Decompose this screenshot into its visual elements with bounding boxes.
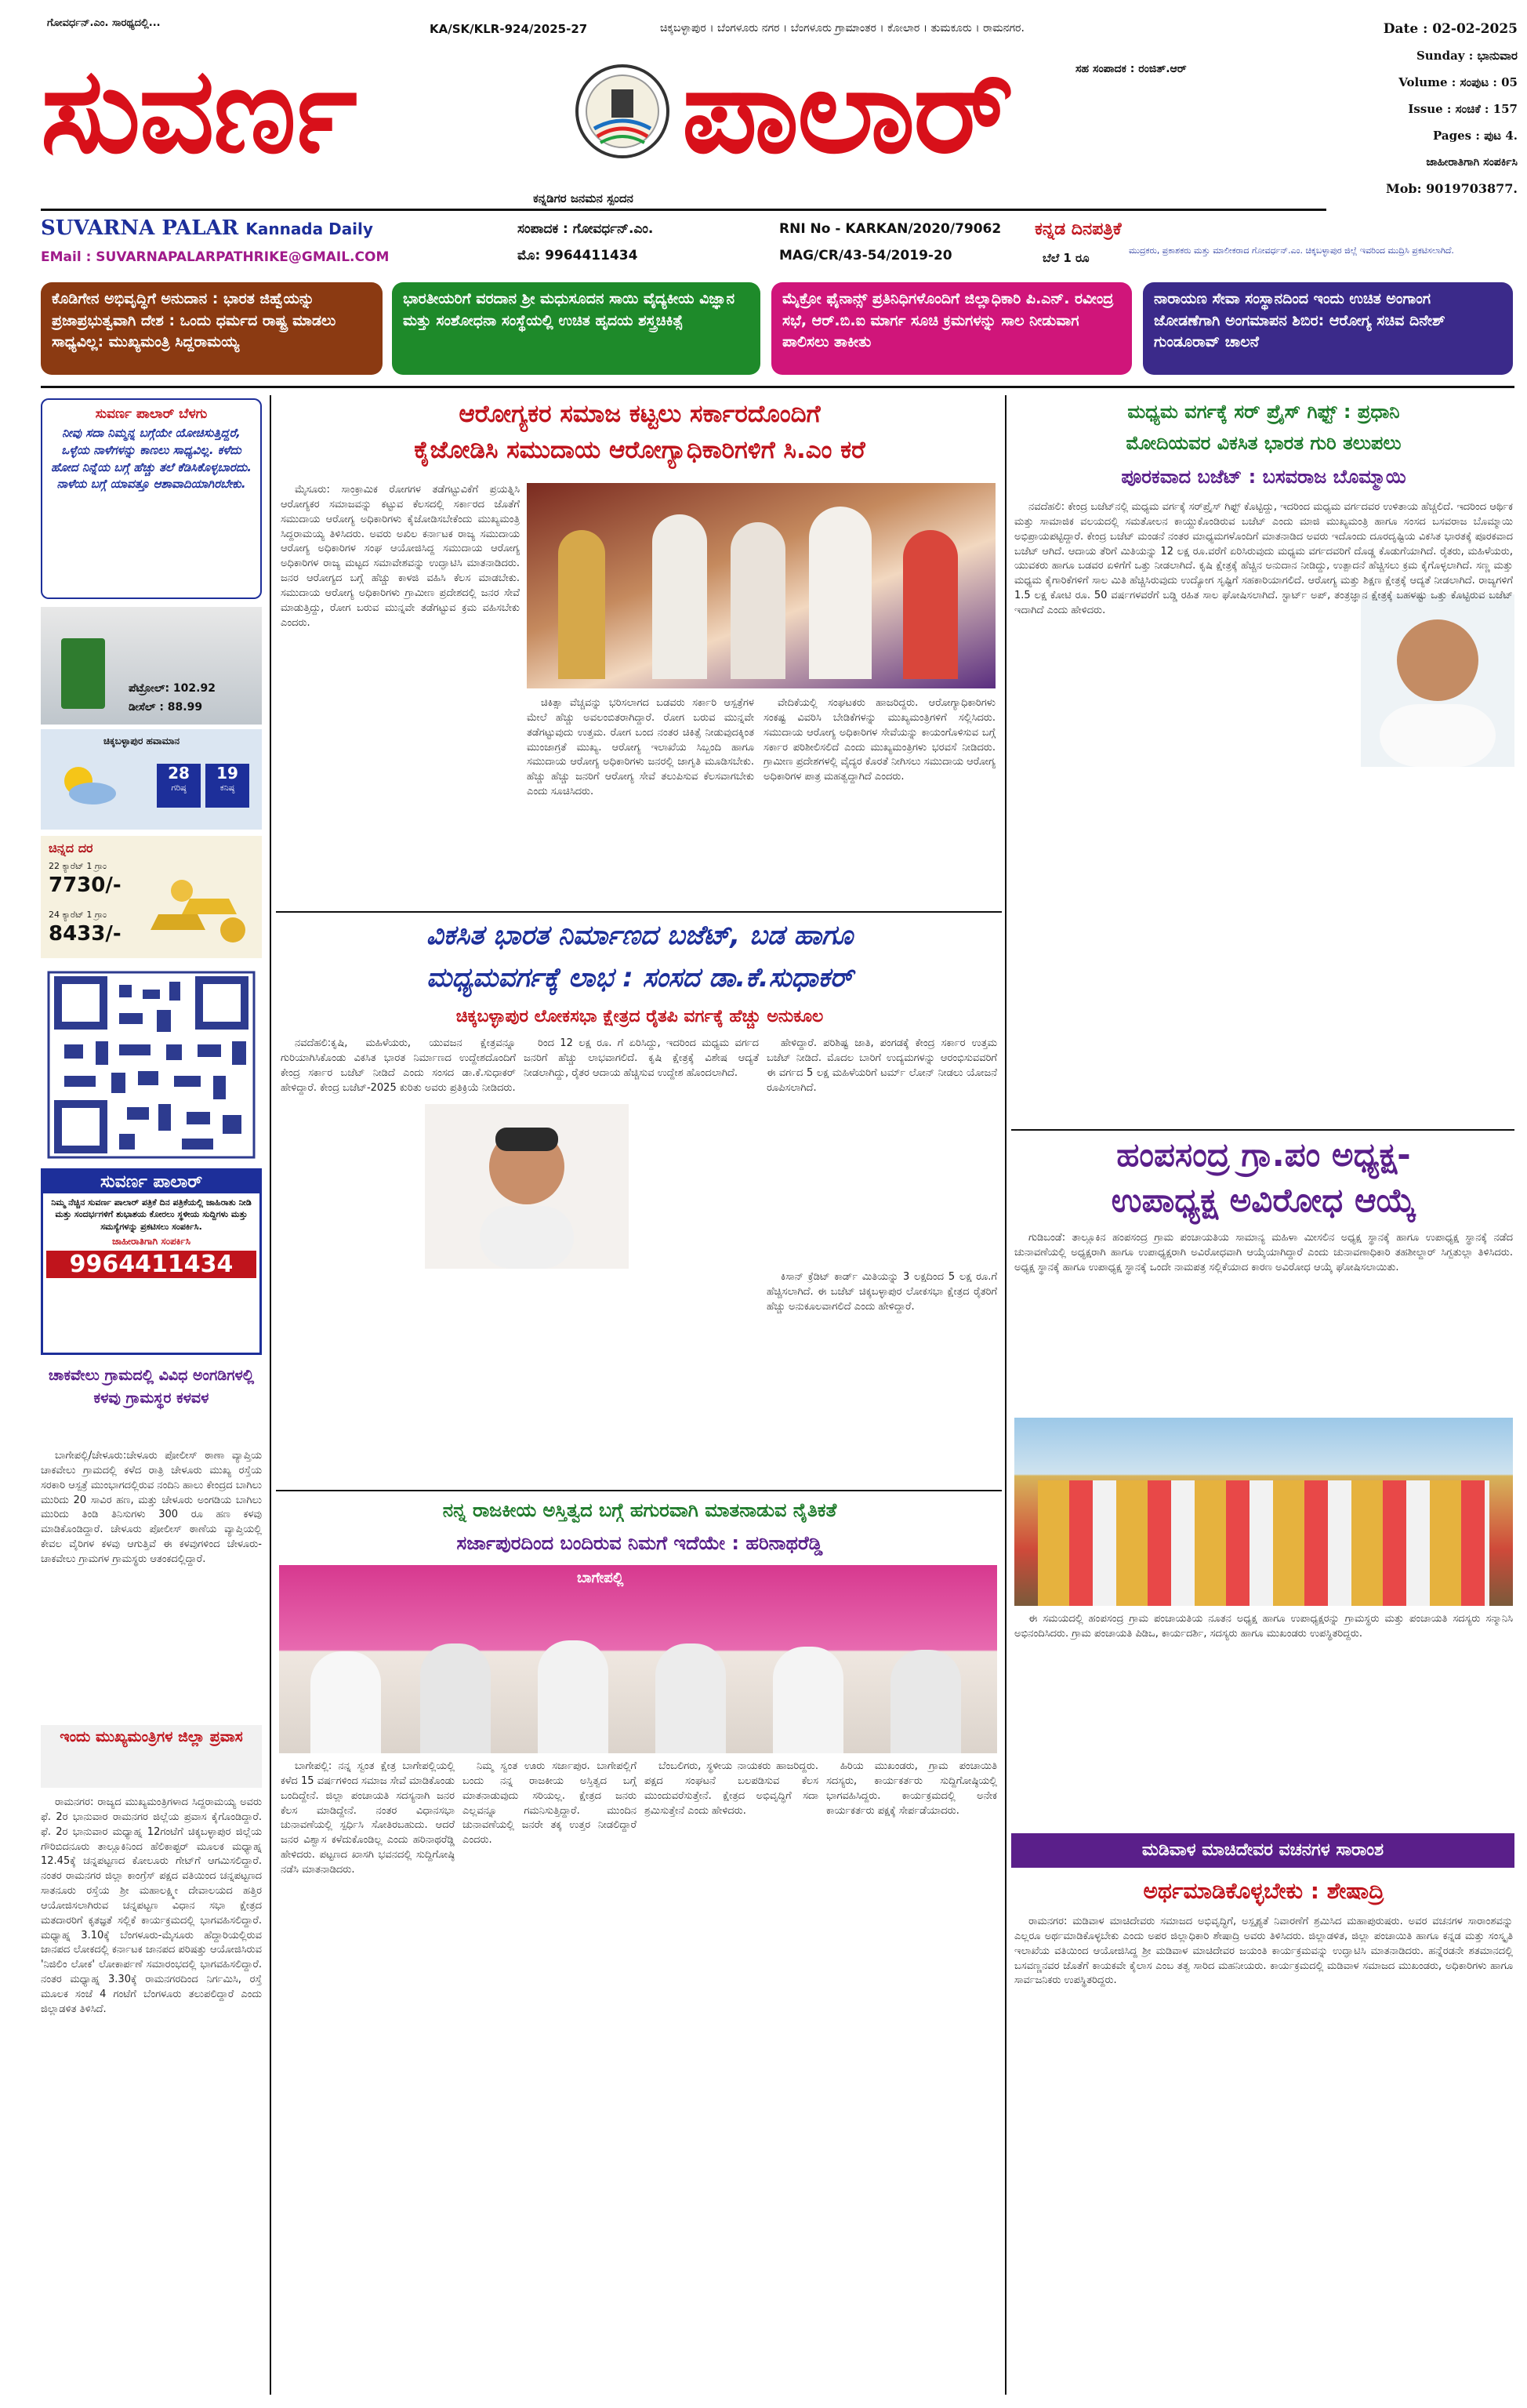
rni-number: RNI No - KARKAN/2020/79062 bbox=[779, 221, 1002, 237]
politics-column-1 bbox=[281, 1760, 455, 2395]
person-figure bbox=[558, 530, 605, 679]
photo-banner-text: ಬಾಗೇಪಲ್ಲಿ bbox=[577, 1570, 624, 1586]
email: EMail : SUVARNAPALARPATHRIKE@GMAIL.COM bbox=[41, 249, 390, 265]
budget-rule bbox=[276, 1490, 1002, 1491]
bommai-headline-2: ಮೋದಿಯವರ ವಿಕಸಿತ ಭಾರತ ಗುರಿ ತಲುಪಲು bbox=[1126, 432, 1402, 454]
crowd-group bbox=[1038, 1480, 1489, 1606]
bommai-headline-3: ಪೂರಕವಾದ ಬಜೆಟ್ : ಬಸವರಾಜ ಬೊಮ್ಮಾಯಿ bbox=[1121, 466, 1406, 488]
person-figure bbox=[652, 514, 707, 679]
politics-headline-2: ಸರ್ಜಾಪುರದಿಂದ ಬಂದಿರುವ ನಿಮಗೆ ಇದೆಯೇ : ಹರಿನಾಥರೆಡ್ಡಿ bbox=[456, 1532, 823, 1554]
masthead-logo bbox=[574, 63, 671, 160]
sun-cloud-icon bbox=[55, 761, 118, 808]
right-rule-1 bbox=[1011, 1129, 1514, 1131]
edition-pages: Pages : ಪುಟ 4. bbox=[1433, 129, 1518, 143]
budget-subhead: ಚಿಕ್ಕಬಳ್ಳಾಪುರ ಲೋಕಸಭಾ ಕ್ಷೇತ್ರದ ರೈತಪಿ ವರ್ಗಕ್ಕೆ ಹೆಚ್ಚು ಅನುಕೂಲ bbox=[455, 1007, 824, 1026]
politics-photo bbox=[279, 1565, 997, 1753]
ad-contact-label: ಜಾಹೀರಾತಿಗಾಗಿ ಸಂಪರ್ಕಿಸಿ bbox=[1426, 156, 1518, 169]
politics-column-2 bbox=[462, 1760, 637, 2395]
madivala-body bbox=[1014, 1915, 1513, 2395]
kannada-daily: ಕನ್ನಡ ದಿನಪತ್ರಿಕೆ bbox=[1035, 220, 1122, 239]
lead-text-1: ಮೈಸೂರು: ಸಾಂಕ್ರಾಮಿಕ ರೋಗಗಳ ತಡೆಗಟ್ಟುವಿಕೆಗೆ ಪ್ರಯತ್ನಿಸಿ ಆರೋಗ್ಯಕರ ಸಮಾಜವನ್ನು ಕಟ್ಟುವ ಕೆಲಸದಲ್ಲಿ ಸರ್ಕಾರದ ಜೊತೆಗೆ ಸಮುದಾಯ ಆರೋಗ್ಯ ಅಧಿಕಾರಿಗಳು ಕೈಜೋಡಿಸಬೇಕೆಂದು ಮುಖ್ಯಮಂತ್ರಿ ಸಿದ್ದರಾಮಯ್ಯ ತಿಳಿಸಿದರು. ಅವರು ಅಖಿಲ ಕರ್ನಾಟಕ ರಾಜ್ಯ ಸಮುದಾಯ ಆರೋಗ್ಯ ಅಧಿಕಾರಿಗಳ ಸಂಘ ಆಯೋಜಿಸಿದ್ದ ಸಮುದಾಯ ಆರೋಗ್ಯ ಅಧಿಕಾರಿಗಳ ರಾಜ್ಯ ಮಟ್ಟದ ಸಮಾವೇಶವನ್ನು ಉದ್ಘಾಟಿಸಿ ಮಾತನಾಡಿದರು. ಜನರ ಆರೋಗ್ಯದ ಬಗ್ಗೆ ಹೆಚ್ಚು ಕಾಳಜಿ ವಹಿಸಿ ಕೆಲಸ ಮಾಡಬೇಕು. ಸಮುದಾಯ ಆರೋಗ್ಯ ಅಧಿಕಾರಿಗಳು ಗ್ರಾಮೀಣ ಪ್ರದೇಶದಲ್ಲಿ ಜನರ ಸೇವೆ ಮಾಡುತ್ತಿದ್ದು, ರೋಗ ಬರುವ ಮುನ್ನವೇ ತಡೆಗಟ್ಟುವ ಕ್ರಮ ವಹಿಸಬೇಕು ಎಂದರು. bbox=[281, 484, 520, 629]
editor-name: ಸಂಪಾದಕ : ಗೋವರ್ಧನ್.ಎಂ. bbox=[517, 221, 654, 237]
politics-text-1: ಬಾಗೇಪಲ್ಲಿ: ನನ್ನ ಸ್ವಂತ ಕ್ಷೇತ್ರ ಬಾಗೇಪಲ್ಲಿಯಲ್ಲಿ ಕಳೆದ 15 ವರ್ಷಗಳಿಂದ ಸಮಾಜ ಸೇವೆ ಮಾಡಿಕೊಂಡು ಬಂದಿದ್ದೇನೆ. ಜಿಲ್ಲಾ ಪಂಚಾಯತಿ ಸದಸ್ಯನಾಗಿ ಜನರ ಕೆಲಸ ಮಾಡಿದ್ದೇನೆ. ನಂತರ ವಿಧಾನಸಭಾ ಚುನಾವಣೆಯಲ್ಲಿ ಸ್ಪರ್ಧಿಸಿ ಸೋತಿರಬಹುದು. ಆದರೆ ಜನರ ವಿಶ್ವಾಸ ಕಳೆದುಕೊಂಡಿಲ್ಲ ಎಂದು ಹರಿನಾಥರೆಡ್ಡಿ ಹೇಳಿದರು. ಪಟ್ಟಣದ ಖಾಸಗಿ ಭವನದಲ್ಲಿ ಸುದ್ದಿಗೋಷ್ಠಿ ನಡೆಸಿ ಮಾತನಾಡಿದರು. bbox=[281, 1760, 455, 1876]
highlight-box-2[interactable]: ಭಾರತೀಯರಿಗೆ ವರದಾನ ಶ್ರೀ ಮಧುಸೂದನ ಸಾಯಿ ವೈದ್ಯಕೀಯ ವಿಜ್ಞಾನ ಮತ್ತು ಸಂಶೋಧನಾ ಸಂಸ್ಥೆಯಲ್ಲಿ ಉಚಿತ ಹೃದಯ ಶಸ್ತ್ರಚಿಕಿತ್ಸೆ bbox=[392, 282, 760, 375]
lead-photo bbox=[527, 483, 996, 688]
section-rule bbox=[41, 386, 1514, 388]
politics-text-3: ಬೆಂಬಲಿಗರು, ಸ್ಥಳೀಯ ನಾಯಕರು ಹಾಜರಿದ್ದರು. ಪಕ್ಷದ ಸಂಘಟನೆ ಬಲಪಡಿಸುವ ಕೆಲಸ ಮುಂದುವರೆಸುತ್ತೇನೆ. ಕ್ಷೇತ್ರದ ಅಭಿವೃದ್ಧಿಗೆ ಸದಾ ಶ್ರಮಿಸುತ್ತೇನೆ ಎಂದು ಹೇಳಿದರು. bbox=[644, 1760, 818, 1817]
person-figure bbox=[890, 1650, 961, 1753]
person-figure bbox=[538, 1640, 608, 1753]
person-figure bbox=[655, 1643, 726, 1753]
lead-column-3 bbox=[764, 696, 996, 906]
weather-max-label: ಗರಿಷ್ಠ bbox=[171, 783, 187, 793]
self-ad-phone[interactable]: 9964411434 bbox=[46, 1251, 256, 1278]
budget-column-3 bbox=[767, 1037, 997, 1264]
weather-min bbox=[205, 764, 249, 808]
story-cm-tour-body bbox=[41, 1796, 262, 2392]
budget-text-2: ರಿಂದ 12 ಲಕ್ಷ ರೂ. ಗೆ ಏರಿಸಿದ್ದು, ಇದರಿಂದ ಮಧ್ಯಮ ವರ್ಗದ ಜನರಿಗೆ ಹೆಚ್ಚು ಲಾಭವಾಗಲಿದೆ. ಕೃಷಿ ಕ್ಷೇತ್ರಕ್ಕೆ ವಿಶೇಷ ಆದ್ಯತೆ ನೀಡಲಾಗಿದ್ದು, ರೈತರ ಆದಾಯ ಹೆಚ್ಚಿಸುವ ಉದ್ದೇಶ ಹೊಂದಲಾಗಿದೆ. bbox=[524, 1037, 759, 1079]
lead-rule bbox=[276, 911, 1002, 913]
lead-headline-2: ಕೈಜೋಡಿಸಿ ಸಮುದಾಯ ಆರೋಗ್ಯಾಧಿಕಾರಿಗಳಿಗೆ ಸಿ.ಎಂ ಕರೆ bbox=[414, 436, 865, 464]
gold-24-value: 8433/- bbox=[49, 922, 122, 946]
person-figure bbox=[809, 507, 872, 679]
person-figure bbox=[903, 530, 958, 679]
story-cm-tour-text: ರಾಮನಗರ: ರಾಜ್ಯದ ಮುಖ್ಯಮಂತ್ರಿಗಳಾದ ಸಿದ್ದರಾಮಯ್ಯ ಅವರು ಫೆ. 2ರ ಭಾನುವಾರ ರಾಮನಗರ ಜಿಲ್ಲೆಯ ಪ್ರವಾಸ ಕೈಗೊಂಡಿದ್ದಾರೆ. ಫೆ. 2ರ ಭಾನುವಾರ ಮಧ್ಯಾಹ್ನ 12ಗಂಟೆಗೆ ಚಿಕ್ಕಬಳ್ಳಾಪುರ ಜಿಲ್ಲೆಯ ಗೌರಿಬಿದನೂರು ತಾಲ್ಲೂಕಿನಿಂದ ಹೆಲಿಕಾಪ್ಟರ್ ಮೂಲಕ ಮಧ್ಯಾಹ್ನ 12.45ಕ್ಕೆ ಚನ್ನಪಟ್ಟಣದ ಕೋಲೂರು ಗೇಟ್‌ಗೆ ಆಗಮಿಸಲಿದ್ದಾರೆ. ನಂತರ ರಾಮನಗರ ಜಿಲ್ಲಾ ಕಾಂಗ್ರೆಸ್ ಪಕ್ಷದ ವತಿಯಿಂದ ಚನ್ನಪಟ್ಟಣದ ಸಾತನೂರು ರಸ್ತೆಯ ಶ್ರೀ ಮಹಾಲಕ್ಷ್ಮೀ ದೇವಾಲಯದ ಹತ್ತಿರ ಆಯೋಜಿಸಲಾಗಿರುವ ಚನ್ನಪಟ್ಟಣ ವಿಧಾನ ಸಭಾ ಕ್ಷೇತ್ರದ ಮತದಾರರಿಗೆ ಕೃತಜ್ಞತೆ ಸಲ್ಲಿಕೆ ಕಾರ್ಯಕ್ರಮದಲ್ಲಿ ಭಾಗವಹಿಸಲಿದ್ದಾರೆ. ಮಧ್ಯಾಹ್ನ 3.10ಕ್ಕೆ ಬೆಂಗಳೂರು-ಮೈಸೂರು ಹೆದ್ದಾರಿಯಲ್ಲಿರುವ ಜಾನಪದ ಲೋಕದಲ್ಲಿ ಕರ್ನಾಟಕ ಜಾನಪದ ಪರಿಷತ್ತು ಆಯೋಜಿಸಿರುವ 'ನಿಜಿಲಿಂ ಲೋಕ' ಲೋಕಾರ್ಪಣೆ ಸಮಾರಂಭದಲ್ಲಿ ಭಾಗವಹಿಸಲಿದ್ದಾರೆ. ನಂತರ ಮಧ್ಯಾಹ್ನ 3.30ಕ್ಕೆ ರಾಮನಗರದಿಂದ ನಿರ್ಗಮಿಸಿ, ರಸ್ತೆ ಮೂಲಕ ಸಂಜೆ 4 ಗಂಟೆಗೆ ಬೆಂಗಳೂರು ತಲುಪಲಿದ್ದಾರೆ ಎಂದು ಜಿಲ್ಲಾಡಳಿತ ತಿಳಿಸಿದೆ. bbox=[41, 1796, 262, 2015]
editor-mobile: ಮೊ: 9964411434 bbox=[517, 248, 638, 263]
weather-min-value: 19 bbox=[216, 764, 238, 783]
highlight-box-3[interactable]: ಮೈಕ್ರೋ ಫೈನಾನ್ಸ್ ಪ್ರತಿನಿಧಿಗಳೊಂದಿಗೆ ಜಿಲ್ಲಾಧಿಕಾರಿ ಪಿ.ಎನ್. ರವೀಂದ್ರ ಸಭೆ, ಆರ್.ಬಿ.ಐ ಮಾರ್ಗ ಸೂಚಿ ಕ್ರಮಗಳನ್ನು ಸಾಲ ನೀಡುವಾಗ ಪಾಲಿಸಲು ತಾಕೀತು bbox=[771, 282, 1132, 375]
fuel-price-box bbox=[41, 607, 262, 725]
tagline-top: ಗೋವರ್ಧನ್.ಎಂ. ಸಾರಥ್ಯದಲ್ಲಿ... bbox=[47, 17, 161, 29]
politics-column-4 bbox=[826, 1760, 997, 2395]
weather-max bbox=[157, 764, 201, 808]
self-ad-text: ನಿಮ್ಮ ನೆಚ್ಚಿನ ಸುವರ್ಣ ಪಾಲಾರ್ ಪತ್ರಿಕೆ ದಿನ ಪತ್ರಿಕೆಯಲ್ಲಿ ಜಾಹಿರಾತು ನೀಡಿ ಮತ್ತು ಸಂದರ್ಭಗಳಿಗೆ ಶುಭಾಶಯ ಕೋರಲು ಸ್ಥಳೀಯ ಸುದ್ದಿಗಳು ಮತ್ತು ಸಮಸ್ಯೆಗಳನ್ನು ಪ್ರಕಟಿಸಲು ಸಂಪರ್ಕಿಸಿ. bbox=[51, 1197, 252, 1232]
person-figure bbox=[420, 1643, 491, 1753]
promo-head: ಸುವರ್ಣ ಪಾಲಾರ್ ಬೆಳಗು bbox=[95, 406, 208, 422]
lead-headline-1: ಆರೋಗ್ಯಕರ ಸಮಾಜ ಕಟ್ಟಲು ಸರ್ಕಾರದೊಂದಿಗೆ bbox=[459, 400, 821, 428]
weather-max-value: 28 bbox=[168, 764, 190, 783]
printer-note: ಮುದ್ರಕರು, ಪ್ರಕಾಶಕರು ಮತ್ತು ಮಾಲೀಕರಾದ ಗೋವರ್ಧನ್.ಎಂ. ಚಿಕ್ಕಬಳ್ಳಾಪುರ ಜಿಲ್ಲೆ ಇವರಿಂದ ಮುದ್ರಿಸಿ ಪ್ರಕಟಿಸಲಾಗಿದೆ. bbox=[1129, 245, 1454, 256]
gold-label: ಚಿನ್ನದ ದರ bbox=[49, 841, 93, 855]
slogan: ಕನ್ನಡಿಗರ ಜನಮನ ಸ್ಪಂದನ bbox=[533, 191, 633, 205]
politics-headline-1: ನನ್ನ ರಾಜಕೀಯ ಅಸ್ತಿತ್ವದ ಬಗ್ಗೆ ಹಗುರವಾಗಿ ಮಾತನಾಡುವ ನೈತಿಕತೆ bbox=[442, 1499, 837, 1521]
madivala-headline-1: ಮಡಿವಾಳ ಮಾಚಿದೇವರ ವಚನಗಳ ಸಾರಾಂಶ bbox=[1011, 1833, 1514, 1868]
self-ad-box bbox=[41, 1168, 262, 1355]
budget-headline-2: ಮಧ್ಯಮವರ್ಗಕ್ಕೆ ಲಾಭ : ಸಂಸದ ಡಾ.ಕೆ.ಸುಧಾಕರ್ bbox=[426, 962, 853, 993]
person-figure bbox=[773, 1647, 843, 1753]
column-rule-left bbox=[270, 395, 271, 2395]
self-ad-head: ಸುವರ್ಣ ಪಾಲಾರ್ bbox=[43, 1171, 259, 1193]
hampasandra-text: ಗುಡಿಬಂಡೆ: ತಾಲ್ಲೂಕಿನ ಹಂಪಸಂದ್ರ ಗ್ರಾಮ ಪಂಚಾಯತಿಯ ಸಾಮಾನ್ಯ ಮಹಿಳಾ ಮೀಸಲಿನ ಅಧ್ಯಕ್ಷ ಸ್ಥಾನಕ್ಕೆ ಹಾಗೂ ಉಪಾಧ್ಯಕ್ಷ ಸ್ಥಾನಕ್ಕೆ ನಡೆದ ಚುನಾವಣೆಯಲ್ಲಿ ಅಧ್ಯಕ್ಷರಾಗಿ ಹಾಗೂ ಉಪಾಧ್ಯಕ್ಷರಾಗಿ ಅವಿರೋಧವಾಗಿ ಆಯ್ಕೆಯಾಗಿದ್ದಾರೆ ಎಂದು ಚುನಾವಣಾಧಿಕಾರಿ ತಹಶೀಲ್ದಾರ್ ಸಿಗ್ಬತುಲ್ಲಾ ತಿಳಿಸಿದರು. ಅಧ್ಯಕ್ಷ ಸ್ಥಾನಕ್ಕೆ ಹಾಗೂ ಉಪಾಧ್ಯಕ್ಷ ಸ್ಥಾನಕ್ಕೆ ಒಂದೇ ನಾಮಪತ್ರ ಸಲ್ಲಿಕೆಯಾದ ಕಾರಣ ಅವಿರೋಧ ಆಯ್ಕೆ ಘೋಷಿಸಲಾಯಿತು. bbox=[1014, 1232, 1513, 1273]
english-name-main: SUVARNA PALAR bbox=[41, 216, 239, 240]
hampasandra-headline-2: ಉಪಾಧ್ಯಕ್ಷ ಅವಿರೋಧ ಆಯ್ಕೆ bbox=[1111, 1181, 1416, 1219]
hampasandra-caption bbox=[1014, 1612, 1513, 1829]
gold-22-label: 22 ಕ್ಯಾರೆಟ್ 1 ಗ್ರಾಂ bbox=[49, 861, 107, 871]
petrol-price: ಪೆಟ್ರೋಲ್: 102.92 bbox=[129, 682, 216, 695]
budget-text-1: ನವದೆಹಲಿ:ಕೃಷಿ, ಮಹಿಳೆಯರು, ಯುವಜನ ಕ್ಷೇತ್ರವನ್ನೂ ಗುರಿಯಾಗಿಸಿಕೊಂಡು ವಿಕಸಿತ ಭಾರತ ನಿರ್ಮಾಣದ ಉದ್ದೇಶದೊಂದಿಗೆ ಕೇಂದ್ರ ಸರ್ಕಾರ ಬಜೆಟ್ ನೀಡಿದೆ ಎಂದು ಸಂಸದ ಡಾ.ಕೆ.ಸುಧಾಕರ್ ಹೇಳಿದ್ದಾರೆ. ಕೇಂದ್ರ ಬಜೆಟ್-2025 ಕುರಿತು ಅವರು ಪ್ರತಿಕ್ರಿಯೆ ನೀಡಿದರು. bbox=[281, 1037, 516, 1094]
edition-volume: Volume : ಸಂಪುಟ : 05 bbox=[1398, 75, 1518, 89]
masthead-title-right: ಪಾಲಾರ್ bbox=[682, 42, 1013, 180]
edition-info bbox=[1333, 16, 1518, 202]
budget-headline-1: ವಿಕಸಿತ ಭಾರತ ನಿರ್ಮಾಣದ ಬಜೆಟ್, ಬಡ ಹಾಗೂ bbox=[426, 920, 854, 951]
fuel-nozzle-icon bbox=[61, 638, 105, 709]
qr-code[interactable] bbox=[41, 966, 262, 1162]
hampasandra-body bbox=[1014, 1231, 1513, 1413]
edition-day: Sunday : ಭಾನುವಾರ bbox=[1416, 49, 1518, 63]
english-name bbox=[41, 216, 373, 240]
madivala-headline-2: ಅರ್ಥಮಾಡಿಕೊಳ್ಳಬೇಕು : ಶೇಷಾದ್ರಿ bbox=[1143, 1878, 1384, 1904]
promo-quote: ನೀವು ಸದಾ ನಿಮ್ಮನ್ನ ಬಗ್ಗೆಯೇ ಯೋಚಿಸುತ್ತಿದ್ದರೆ, ಒಳ್ಳೆಯ ನಾಳೆಗಳನ್ನು ಕಾಣಲು ಸಾಧ್ಯವಿಲ್ಲ. ಕಳೆದು ಹೋದ ನಿನ್ನೆಯ ಬಗ್ಗೆ ಹೆಚ್ಚು ತಲೆ ಕೆಡಿಸಿಕೊಳ್ಳಬಾರದು. ನಾಳೆಯ ಬಗ್ಗೆ ಯಾವತ್ತೂ ಆಶಾವಾದಿಯಾಗಿರಬೇಕು. bbox=[51, 426, 252, 492]
madivala-text: ರಾಮನಗರ: ಮಡಿವಾಳ ಮಾಚಿದೇವರು ಸಮಾಜದ ಅಭಿವೃದ್ಧಿಗೆ, ಅಸ್ಪೃಶ್ಯತೆ ನಿವಾರಣೆಗೆ ಶ್ರಮಿಸಿದ ಮಹಾಪುರುಷರು. ಅವರ ವಚನಗಳ ಸಾರಾಂಶವನ್ನು ಎಲ್ಲರೂ ಅರ್ಥಮಾಡಿಕೊಳ್ಳಬೇಕು ಎಂದು ಅಪರ ಜಿಲ್ಲಾಧಿಕಾರಿ ಶೇಷಾದ್ರಿ ಅವರು ತಿಳಿಸಿದರು. ಜಿಲ್ಲಾಡಳಿತ, ಜಿಲ್ಲಾ ಪಂಚಾಯಿತಿ ಹಾಗೂ ಕನ್ನಡ ಮತ್ತು ಸಂಸ್ಕೃತಿ ಇಲಾಖೆಯ ವತಿಯಿಂದ ಆಯೋಜಿಸಿದ್ದ ಶ್ರೀ ಮಡಿವಾಳ ಮಾಚಿದೇವರ ಜಯಂತಿ ಕಾರ್ಯಕ್ರಮವನ್ನು ಉದ್ಘಾಟಿಸಿ ಮಾತನಾಡಿದರು. ಹನ್ನೆರಡನೇ ಶತಮಾನದಲ್ಲಿ ಬಸವಣ್ಣನವರ ಜೊತೆಗೆ ಕಾಯಕವೇ ಕೈಲಾಸ ಎಂಬ ತತ್ವ ಸಾರಿದ ಮಹನೀಯರು. ಕಾರ್ಯಕ್ರಮದಲ್ಲಿ ಮಡಿವಾಳ ಸಮಾಜದ ಮುಖಂಡರು, ಅಧಿಕಾರಿಗಳು ಹಾಗೂ ಸಾರ್ವಜನಿಕರು ಉಪಸ್ಥಿತರಿದ್ದರು. bbox=[1014, 1916, 1513, 1987]
story-cm-tour-head: ಇಂದು ಮುಖ್ಯಮಂತ್ರಿಗಳ ಜಿಲ್ಲಾ ಪ್ರವಾಸ bbox=[41, 1725, 262, 1788]
lead-column-1 bbox=[281, 483, 520, 906]
lead-text-2: ಚಿಕಿತ್ಸಾ ವೆಚ್ಚವನ್ನು ಭರಿಸಲಾಗದ ಬಡವರು ಸರ್ಕಾರಿ ಆಸ್ಪತ್ರೆಗಳ ಮೇಲೆ ಹೆಚ್ಚು ಅವಲಂಬಿತರಾಗಿದ್ದಾರೆ. ರೋಗ ಬರುವ ಮುನ್ನವೇ ತಡೆಗಟ್ಟುವುದು ಉತ್ತಮ. ರೋಗ ಬಂದ ನಂತರ ಚಿಕಿತ್ಸೆ ನೀಡುವುದಕ್ಕಿಂತ ಮುಂಜಾಗ್ರತೆ ಮುಖ್ಯ. ಆರೋಗ್ಯ ಇಲಾಖೆಯ ಸಿಬ್ಬಂದಿ ಹಾಗೂ ಸಮುದಾಯ ಆರೋಗ್ಯ ಅಧಿಕಾರಿಗಳು ಜನರಲ್ಲಿ ಜಾಗೃತಿ ಮೂಡಿಸಬೇಕು. ಹೆಚ್ಚು ಹೆಚ್ಚು ಜನರಿಗೆ ಆರೋಗ್ಯ ಸೇವೆ ತಲುಪಿಸುವ ಕೆಲಸವಾಗಬೇಕು ಎಂದು ಸೂಚಿಸಿದರು. bbox=[527, 697, 754, 798]
column-rule-right bbox=[1005, 395, 1007, 2395]
price: ಬೆಲೆ 1 ರೂ bbox=[1043, 251, 1090, 265]
highlight-box-1[interactable]: ಕೊಡಿಗೇನ ಅಭಿವೃದ್ಧಿಗೆ ಅನುದಾನ : ಭಾರತ ಜಿಹ್ವೆಯನ್ನು ಪ್ರಜಾಪ್ರಭುತ್ವವಾಗಿ ದೇಶ : ಒಂದು ಧರ್ಮದ ರಾಷ್ಟ್ರ ಮಾಡಲು ಸಾಧ್ಯವಿಲ್ಲ: ಮುಖ್ಯಮಂತ್ರಿ ಸಿದ್ದರಾಮಯ್ಯ bbox=[41, 282, 383, 375]
budget-text-3: ಹೇಳಿದ್ದಾರೆ. ಪರಿಶಿಷ್ಟ ಜಾತಿ, ಪಂಗಡಕ್ಕೆ ಕೇಂದ್ರ ಸರ್ಕಾರ ಉತ್ತಮ ಬಜೆಟ್ ನೀಡಿದೆ. ಮೊದಲ ಬಾರಿಗೆ ಉದ್ಯಮಗಳನ್ನು ಆರಂಭಿಸುವವರಿಗೆ ಈ ವರ್ಗದ 5 ಲಕ್ಷ ಮಹಿಳೆಯರಿಗೆ ಟರ್ಮ್ ಲೋನ್ ನೀಡಲು ಯೋಜನೆ ರೂಪಿಸಲಾಗಿದೆ. bbox=[767, 1037, 997, 1094]
hampasandra-caption-text: ಈ ಸಮಯದಲ್ಲಿ ಹಂಪಸಂದ್ರ ಗ್ರಾಮ ಪಂಚಾಯತಿಯ ನೂತನ ಅಧ್ಯಕ್ಷ ಹಾಗೂ ಉಪಾಧ್ಯಕ್ಷರನ್ನು ಗ್ರಾಮಸ್ಥರು ಮತ್ತು ಪಂಚಾಯತಿ ಸದಸ್ಯರು ಸನ್ಮಾನಿಸಿ ಅಭಿನಂದಿಸಿದರು. ಗ್ರಾಮ ಪಂಚಾಯತಿ ಪಿಡಿಒ, ಕಾರ್ಯದರ್ಶಿ, ಸದಸ್ಯರು ಹಾಗೂ ಮುಖಂಡರು ಉಪಸ್ಥಿತರಿದ್ದರು. bbox=[1014, 1613, 1513, 1640]
budget-text-4: ಕಿಸಾನ್ ಕ್ರೆಡಿಟ್ ಕಾರ್ಡ್ ಮಿತಿಯನ್ನು 3 ಲಕ್ಷದಿಂದ 5 ಲಕ್ಷ ರೂ.ಗೆ ಹೆಚ್ಚಿಸಲಾಗಿದೆ. ಈ ಬಜೆಟ್ ಚಿಕ್ಕಬಳ್ಳಾಪುರ ಲೋಕಸಭಾ ಕ್ಷೇತ್ರದ ರೈತರಿಗೆ ಹೆಚ್ಚು ಅನುಕೂಲವಾಗಲಿದೆ ಎಂದು ಹೇಳಿದ್ದಾರೆ. bbox=[767, 1271, 997, 1313]
header-rule bbox=[41, 209, 1326, 211]
weather-min-label: ಕನಿಷ್ಠ bbox=[219, 783, 235, 793]
bommai-body bbox=[1014, 500, 1513, 1120]
highlight-box-4[interactable]: ನಾರಾಯಣ ಸೇವಾ ಸಂಸ್ಥಾನದಿಂದ ಇಂದು ಉಚಿತ ಅಂಗಾಂಗ ಜೋಡಣೆಗಾಗಿ ಅಂಗಮಾಪನ ಶಿಬಿರ: ಆರೋಗ್ಯ ಸಚಿವ ದಿನೇಶ್ ಗುಂಡೂರಾವ್ ಚಾಲನೆ bbox=[1143, 282, 1513, 375]
hampasandra-headline-1: ಹಂಪಸಂದ್ರ ಗ್ರಾ.ಪಂ ಅಧ್ಯಕ್ಷ- bbox=[1116, 1135, 1411, 1174]
politics-text-2: ನಿಮ್ಮ ಸ್ವಂತ ಊರು ಸರ್ಜಾಪುರ. ಬಾಗೇಪಲ್ಲಿಗೆ ಬಂದು ನನ್ನ ರಾಜಕೀಯ ಅಸ್ತಿತ್ವದ ಬಗ್ಗೆ ಮಾತನಾಡುವುದು ಸರಿಯಲ್ಲ. ಕ್ಷೇತ್ರದ ಜನರು ಎಲ್ಲವನ್ನೂ ಗಮನಿಸುತ್ತಿದ್ದಾರೆ. ಮುಂದಿನ ಚುನಾವಣೆಯಲ್ಲಿ ಜನರೇ ತಕ್ಕ ಉತ್ತರ ನೀಡಲಿದ್ದಾರೆ ಎಂದರು. bbox=[462, 1760, 637, 1847]
gold-bars-icon bbox=[151, 859, 252, 946]
story-theft-head: ಚಾಕವೇಲು ಗ್ರಾಮದಲ್ಲಿ ವಿವಿಧ ಅಂಗಡಿಗಳಲ್ಲಿ ಕಳವು ಗ್ರಾಮಸ್ಥರ ಕಳವಳ bbox=[48, 1367, 255, 1407]
weather-box bbox=[41, 729, 262, 830]
budget-column-4 bbox=[767, 1270, 997, 1484]
edition-date: Date : 02-02-2025 bbox=[1383, 21, 1518, 37]
gold-24-label: 24 ಕ್ಯಾರೆಟ್ 1 ಗ್ರಾಂ bbox=[49, 910, 107, 920]
politics-column-3 bbox=[644, 1760, 818, 2395]
ad-contact-mobile: Mob: 9019703877. bbox=[1386, 181, 1518, 196]
politics-text-4: ಹಿರಿಯ ಮುಖಂಡರು, ಗ್ರಾಮ ಪಂಚಾಯಿತಿ ಸದಸ್ಯರು, ಕಾರ್ಯಕರ್ತರು ಸುದ್ದಿಗೋಷ್ಠಿಯಲ್ಲಿ ಭಾಗವಹಿಸಿದ್ದರು. ಕಾರ್ಯಕ್ರಮದಲ್ಲಿ ಅನೇಕ ಕಾರ್ಯಕರ್ತರು ಪಕ್ಷಕ್ಕೆ ಸೇರ್ಪಡೆಯಾದರು. bbox=[826, 1760, 997, 1817]
lead-text-3: ವೇದಿಕೆಯಲ್ಲಿ ಸಂಘಟಕರು ಹಾಜರಿದ್ದರು. ಆರೋಗ್ಯಾಧಿಕಾರಿಗಳು ಸಂಕಷ್ಟ ವಿವರಿಸಿ ಬೇಡಿಕೆಗಳನ್ನು ಮುಖ್ಯಮಂತ್ರಿಗಳಿಗೆ ಸಲ್ಲಿಸಿದರು. ಸಮುದಾಯ ಆರೋಗ್ಯ ಅಧಿಕಾರಿಗಳ ಸೇವೆಯನ್ನು ಕಾಯಂಗೊಳಿಸುವ ಬಗ್ಗೆ ಸರ್ಕಾರ ಪರಿಶೀಲಿಸಲಿದೆ ಎಂದು ಮುಖ್ಯಮಂತ್ರಿಗಳು ಭರವಸೆ ನೀಡಿದರು. ಗ್ರಾಮೀಣ ಪ್ರದೇಶಗಳಲ್ಲಿ ವೈದ್ಯರ ಕೊರತೆ ನೀಗಿಸಲು ಸಮುದಾಯ ಆರೋಗ್ಯ ಅಧಿಕಾರಿಗಳ ಪಾತ್ರ ಮಹತ್ವದ್ದಾಗಿದೆ ಎಂದರು. bbox=[764, 697, 996, 783]
self-ad-contact: ಜಾಹೀರಾತಿಗಾಗಿ ಸಂಪರ್ಕಿಸಿ bbox=[112, 1236, 190, 1248]
masthead-title-left: ಸುವರ್ಣ bbox=[41, 42, 356, 180]
promo-quote-box bbox=[41, 398, 262, 599]
region-list: ಚಿಕ್ಕಬಳ್ಳಾಪುರ । ಬೆಂಗಳೂರು ನಗರ । ಬೆಂಗಳೂರು ಗ್ರಾಮಾಂತರ । ಕೋಲಾರ । ತುಮಕೂರು । ರಾಮನಗರ. bbox=[660, 22, 1025, 35]
edition-issue: Issue : ಸಂಚಿಕೆ : 157 bbox=[1408, 102, 1518, 116]
hampasandra-photo bbox=[1014, 1418, 1513, 1606]
weather-city: ಚಿಕ್ಕಬಳ್ಳಾಪುರ ಹವಾಮಾನ bbox=[103, 735, 180, 746]
story-theft-body bbox=[41, 1449, 262, 1716]
english-name-sub: Kannada Daily bbox=[245, 220, 373, 238]
lead-column-2 bbox=[527, 696, 754, 906]
gold-rate-box bbox=[41, 836, 262, 958]
gold-22-value: 7730/- bbox=[49, 873, 122, 897]
sub-editor: ಸಹ ಸಂಪಾದಕ : ರಂಜಿತ್.ಆರ್ bbox=[1075, 63, 1187, 75]
bommai-headline-1: ಮಧ್ಯಮ ವರ್ಗಕ್ಕೆ ಸರ್ ಪ್ರೈಸ್ ಗಿಫ್ಟ್ : ಪ್ರಧಾನಿ bbox=[1127, 401, 1400, 423]
mag-number: MAG/CR/43-54/2019-20 bbox=[779, 248, 952, 263]
person-figure bbox=[731, 522, 785, 679]
registration-number: KA/SK/KLR-924/2025-27 bbox=[430, 22, 588, 36]
story-theft-text: ಬಾಗೇಪಲ್ಲಿ/ಚೇಳೂರು:ಚೇಳೂರು ಪೋಲೀಸ್ ಠಾಣಾ ವ್ಯಾಪ್ತಿಯ ಚಾಕವೇಲು ಗ್ರಾಮದಲ್ಲಿ ಕಳೆದ ರಾತ್ರಿ ಚೇಳೂರು ಮುಖ್ಯ ರಸ್ತೆಯ ಸರಕಾರಿ ಆಸ್ಪತ್ರೆ ಮುಂಭಾಗದಲ್ಲಿರುವ ನಂದಿನಿ ಹಾಲು ಕೇಂದ್ರದ ಬಾಗಿಲು ಮುರಿದು 20 ಸಾವಿರ ಹಣ, ಮತ್ತು ಚೇಳೂರು ಅಂಗಡಿಯ ಬಾಗಿಲು ಮುರಿದು ತಿಂಡಿ ತಿನಿಸುಗಳು 300 ರೂ ಹಣ ಕಳವು ಮಾಡಿಕೊಂಡಿದ್ದಾರೆ. ಚೇಳೂರು ಪೋಲೀಸ್ ಠಾಣೆಯ ವ್ಯಾಪ್ತಿಯಲ್ಲಿ ಕೇವಲ ವೈರಿಗಳ ಕಳವು ಆಗುತ್ತಿವೆ ಈ ಕಳವುಗಳಿಂದ ಚೇಳೂರು-ಚಾಕವೇಲು ಗ್ರಾಮಗಳ ಗ್ರಾಮಸ್ಥರು ಆತಂಕದಲ್ಲಿದ್ದಾರೆ. bbox=[41, 1450, 262, 1565]
bommai-text: ನವದೆಹಲಿ: ಕೇಂದ್ರ ಬಜೆಟ್‌ನಲ್ಲಿ ಮಧ್ಯಮ ವರ್ಗಕ್ಕೆ ಸರ್‌ಪ್ರೈಸ್ ಗಿಫ್ಟ್ ಕೊಟ್ಟಿದ್ದು, ಇದರಿಂದ ಮಧ್ಯಮ ವರ್ಗದವರ ಉಳಿತಾಯ ಹೆಚ್ಚಲಿದೆ. ಇದರಿಂದ ಆರ್ಥಿಕ ಮತ್ತು ಸಾಮಾಜಿಕ ವಲಯದಲ್ಲಿ ಸಮತೋಲನ ಕಾಯ್ದುಕೊಂಡಿರುವ ಬಜೆಟ್ ಎಂದು ಮಾಜಿ ಮುಖ್ಯಮಂತ್ರಿ ಹಾಗೂ ಸಂಸದ ಬಸವರಾಜ ಬೊಮ್ಮಾಯಿ ಅಭಿಪ್ರಾಯಪಟ್ಟಿದ್ದಾರೆ. ಕೇಂದ್ರ ಬಜೆಟ್ ಮಂಡನೆ ನಂತರ ಮಾಧ್ಯಮಗಳೊಂದಿಗೆ ಮಾತನಾಡಿದ ಅವರು ಇದೊಂದು ದೂರದೃಷ್ಟಿಯ ವಿಕಸಿತ ಭಾರತಕ್ಕೆ ಪೂರಕವಾದ ಬಜೆಟ್ ಆಗಿದೆ. ಆದಾಯ ತೆರಿಗೆ ಮಿತಿಯನ್ನು 12 ಲಕ್ಷ ರೂ.ವರೆಗೆ ಏರಿಸಿರುವುದು ಮಧ್ಯಮ ವರ್ಗದವರಿಗೆ ದೊಡ್ಡ ಕೊಡುಗೆಯಾಗಿದೆ. ರೈತರು, ಮಹಿಳೆಯರು, ಯುವಕರು ಹಾಗೂ ಬಡವರ ಏಳಿಗೆಗೆ ಒತ್ತು ನೀಡಲಾಗಿದೆ. ಕೃಷಿ ಕ್ಷೇತ್ರಕ್ಕೆ ಹೆಚ್ಚಿನ ಅನುದಾನ ನೀಡಿದ್ದು, ಉತ್ಪಾದನೆ ಹೆಚ್ಚಿಸಲು ಕ್ರಮ ಕೈಗೊಳ್ಳಲಾಗಿದೆ. ಸಣ್ಣ ಮತ್ತು ಮಧ್ಯಮ ಕೈಗಾರಿಕೆಗಳಿಗೆ ಸಾಲ ಮಿತಿ ಹೆಚ್ಚಿಸಿರುವುದು ಉದ್ಯೋಗ ಸೃಷ್ಟಿಗೆ ಸಹಕಾರಿಯಾಗಲಿದೆ. ಆರೋಗ್ಯ ಮತ್ತು ಶಿಕ್ಷಣ ಕ್ಷೇತ್ರಕ್ಕೆ ಆದ್ಯತೆ ನೀಡಲಾಗಿದೆ. ರಾಜ್ಯಗಳಿಗೆ 1.5 ಲಕ್ಷ ಕೋಟಿ ರೂ. 50 ವರ್ಷಗಳವರೆಗೆ ಬಡ್ಡಿ ರಹಿತ ಸಾಲ ಘೋಷಿಸಲಾಗಿದೆ. ಸ್ಟಾರ್ಟ್ ಅಪ್, ತಂತ್ರಜ್ಞಾನ ಕ್ಷೇತ್ರಕ್ಕೆ ಬಹಳಷ್ಟು ಒತ್ತು ಕೊಟ್ಟಿರುವ ಬಜೆಟ್ ಇದಾಗಿದೆ ಎಂದು ಹೇಳಿದರು. bbox=[1014, 501, 1513, 616]
budget-column-2 bbox=[524, 1037, 759, 1484]
diesel-price: ಡೀಸೆಲ್ : 88.99 bbox=[129, 701, 203, 714]
person-figure bbox=[310, 1651, 381, 1753]
